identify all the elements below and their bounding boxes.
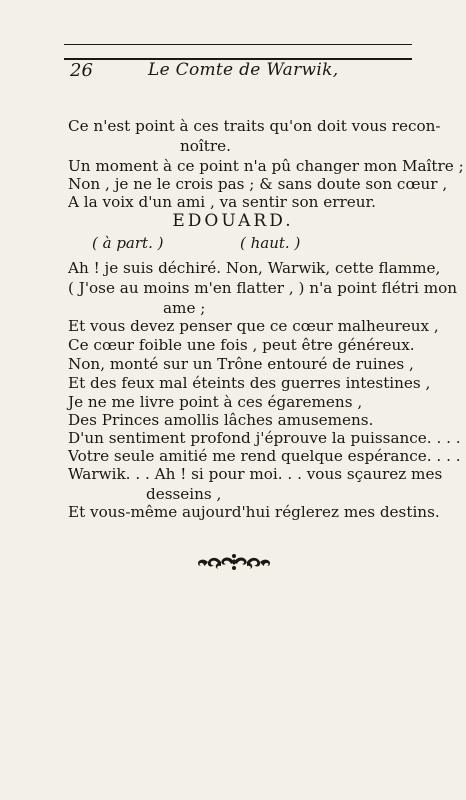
speech-line: desseins ,	[146, 485, 222, 503]
speaker-name: EDOUARD.	[172, 211, 294, 231]
speech-line: Ce cœur foible une fois , peut être généreux.	[68, 336, 415, 354]
verse-line: Non , je ne le crois pas ; & sans doute son cœur ,	[68, 175, 448, 193]
speech-line: Votre seule amitié me rend quelque espérance. . . .	[68, 447, 461, 465]
verse-line: Ce n'est point à ces traits qu'on doit vous recon-	[68, 117, 441, 135]
speech-line: Warwik. . . Ah ! si pour moi. . . vous sçaurez mes	[68, 465, 443, 483]
speech-line: Ah ! je suis déchiré. Non, Warwik, cette flamme,	[68, 259, 441, 277]
speech-line: Et des feux mal éteints des guerres intestines ,	[68, 374, 431, 392]
speech-line: Des Princes amollis lâches amusemens.	[68, 411, 374, 429]
verse-line: Un moment à ce point n'a pû changer mon Maître ;	[68, 157, 464, 175]
verse-line: A la voix d'un ami , va sentir son erreur.	[68, 193, 376, 211]
stage-direction-aloud: ( haut. )	[240, 234, 301, 252]
speech-line: D'un sentiment profond j'éprouve la puissance. . . .	[68, 429, 461, 447]
page-number: 26	[70, 60, 93, 81]
fleuron-ornament	[195, 550, 273, 574]
header-rule	[64, 44, 412, 60]
stage-direction-aside: ( à part. )	[92, 234, 164, 252]
speech-line: Je ne me livre point à ces égaremens ,	[68, 393, 363, 411]
speech-line: ( J'ose au moins m'en flatter , ) n'a point flétri mon	[68, 279, 458, 297]
speech-line: Et vous devez penser que ce cœur malheureux ,	[68, 317, 439, 335]
verse-line: noître.	[180, 137, 231, 155]
speech-line: Non, monté sur un Trône entouré de ruines ,	[68, 355, 414, 373]
speech-line: ame ;	[163, 299, 206, 317]
speech-line: Et vous-même aujourd'hui réglerez mes destins.	[68, 503, 440, 521]
running-head: Le Comte de Warwik,	[148, 60, 339, 80]
